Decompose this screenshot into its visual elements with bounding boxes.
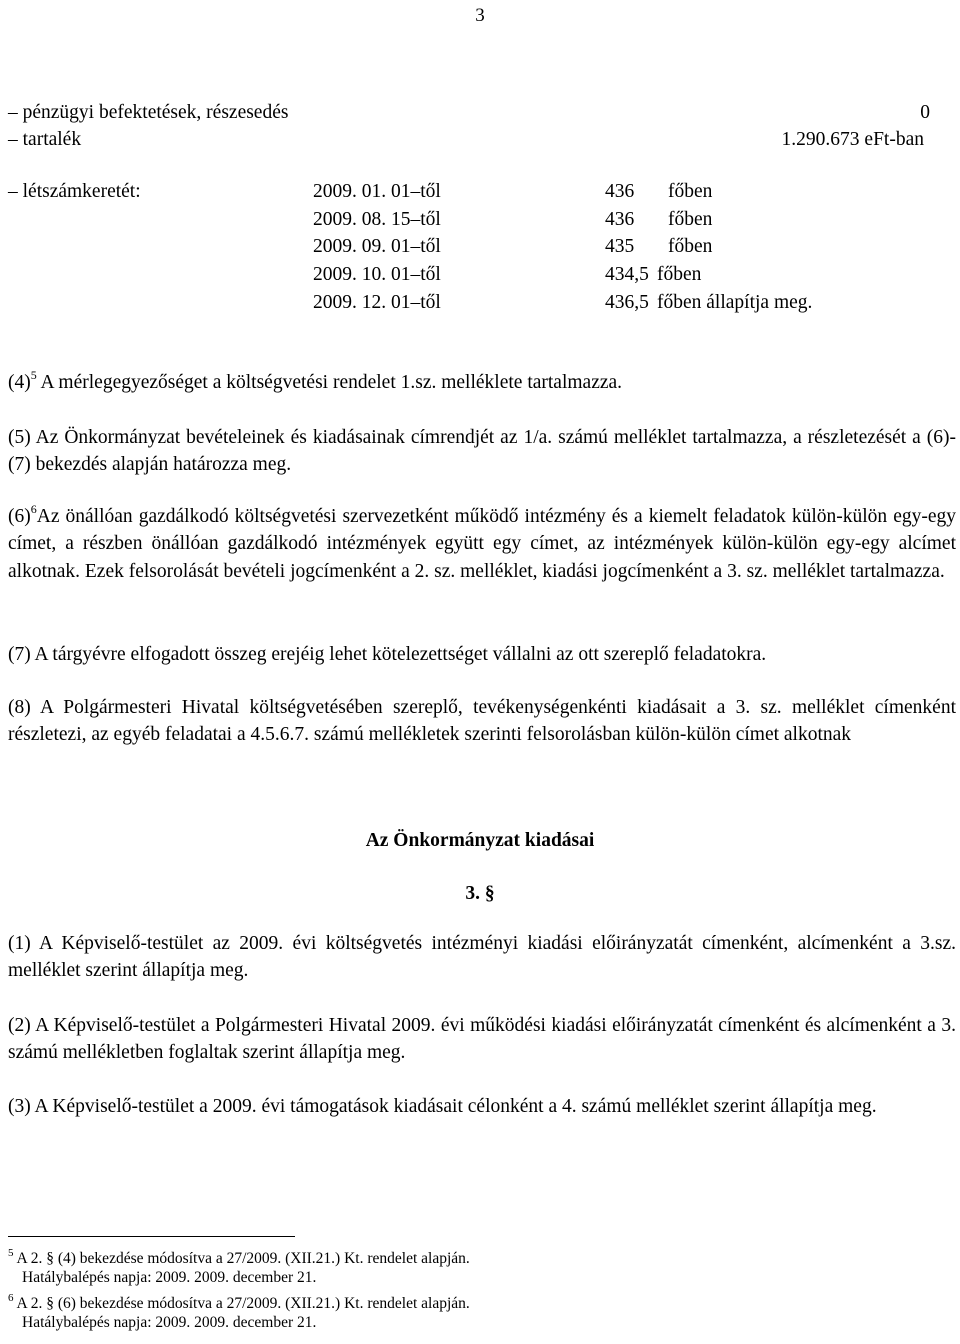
- paragraph-6: [8, 503, 956, 585]
- footnote-number: 5: [8, 1246, 14, 1259]
- paragraph-text: (8) A Polgármesteri Hivatal költségvetésében szereplő, tevékenységenkénti kiadásait a 3. sz. melléklet címenként részletezi, az egyéb feladatai a 4.5.6.7. számú mellékletek szerinti felsorolásban külön-külön címet alkotnak: [8, 697, 956, 746]
- paragraph-7: [8, 641, 956, 668]
- paragraph-text: Az önállóan gazdálkodó költségvetési szervezetként működő intézmény és a kiemelt feladatok külön-külön egy-egy címet, a részben önállóan gazdálkodó intézmények együtt egy címet, az intézmények külön-külön egy-egy alcímet alkotnak. Ezek felsorolását bevételi jogcímenként a 2. sz. melléklet, kiadási jogcímenként a 3. sz. melléklet tartalmazza.: [8, 506, 956, 582]
- headcount-value: 435: [605, 236, 635, 257]
- footnote-text: A 2. § (6) bekezdése módosítva a 27/2009. (XII.21.) Kt. rendelet alapján.: [13, 1295, 470, 1312]
- paragraph-8: [8, 694, 956, 749]
- headcount-unit: főben: [668, 209, 713, 230]
- section3-paragraph-3: [8, 1093, 956, 1120]
- finance-row-label: – pénzügyi befektetések, részesedés: [8, 102, 289, 123]
- paragraph-text: A mérlegegyezőséget a költségvetési rendelet 1.sz. melléklete tartalmazza.: [36, 372, 623, 393]
- headcount-unit: főben: [657, 264, 702, 285]
- paragraph-prefix: (4): [8, 372, 31, 393]
- section3-paragraph-1: [8, 930, 956, 985]
- headcount-value: 436,5: [605, 292, 649, 313]
- headcount-unit: főben: [668, 236, 713, 257]
- finance-row-value: 0: [920, 102, 930, 123]
- section-heading: Az Önkormányzat kiadásai: [365, 830, 595, 851]
- section3-paragraph-2: [8, 1012, 956, 1067]
- paragraph-text: (3) A Képviselő-testület a 2009. évi támogatások kiadásait célonként a 4. számú melléklet szerint állapítja meg.: [8, 1096, 877, 1117]
- paragraph-text: (5) Az Önkormányzat bevételeinek és kiadásainak címrendjét az 1/a. számú melléklet tartalmazza, a részletezését a (6)-(7) bekezdés alapján határozza meg.: [8, 427, 956, 476]
- headcount-date: 2009. 01. 01–től: [313, 181, 441, 202]
- footnote-text: A 2. § (4) bekezdése módosítva a 27/2009. (XII.21.) Kt. rendelet alapján.: [13, 1250, 470, 1267]
- headcount-value: 436: [605, 209, 635, 230]
- finance-row-label: – tartalék: [8, 129, 82, 150]
- headcount-unit: főben állapítja meg.: [657, 292, 813, 313]
- headcount-date: 2009. 12. 01–től: [313, 292, 441, 313]
- footnote-ref: 6: [30, 501, 37, 516]
- finance-row-value: 1.290.673 eFt-ban: [781, 129, 924, 150]
- paragraph-text: (7) A tárgyévre elfogadott összeg erejéig lehet kötelezettséget vállalni az ott szereplő feladatokra.: [8, 644, 767, 665]
- headcount-value: 434,5: [605, 264, 649, 285]
- footnote-separator: [8, 1236, 295, 1237]
- paragraph-4: [8, 369, 956, 396]
- section-number: 3. §: [465, 883, 495, 904]
- headcount-date: 2009. 08. 15–től: [313, 209, 441, 230]
- headcount-date: 2009. 10. 01–től: [313, 264, 441, 285]
- headcount-date: 2009. 09. 01–től: [313, 236, 441, 257]
- footnote-6: [8, 1291, 470, 1332]
- paragraph-prefix: (6): [8, 506, 31, 527]
- paragraph-5: [8, 424, 956, 479]
- paragraph-text: (2) A Képviselő-testület a Polgármesteri Hivatal 2009. évi működési kiadási előirányzatát címenként és alcímenként a 3. számú mellékletben foglaltak szerint állapítja meg.: [8, 1015, 956, 1064]
- headcount-value: 436: [605, 181, 635, 202]
- footnote-5: [8, 1246, 470, 1287]
- headcount-label: – létszámkeretét:: [8, 181, 141, 202]
- paragraph-text: (1) A Képviselő-testület az 2009. évi költségvetés intézményi kiadási előirányzatát címenként, alcímenként a 3.sz. melléklet szerint állapítja meg.: [8, 933, 956, 982]
- headcount-unit: főben: [668, 181, 713, 202]
- footnote-number: 6: [8, 1291, 14, 1304]
- footnote-ref: 5: [30, 367, 37, 382]
- page-number: 3: [475, 5, 485, 26]
- footnote-effective-date: Hatálybalépés napja: 2009. 2009. december 21.: [22, 1269, 317, 1286]
- footnote-effective-date: Hatálybalépés napja: 2009. 2009. december 21.: [22, 1314, 317, 1331]
